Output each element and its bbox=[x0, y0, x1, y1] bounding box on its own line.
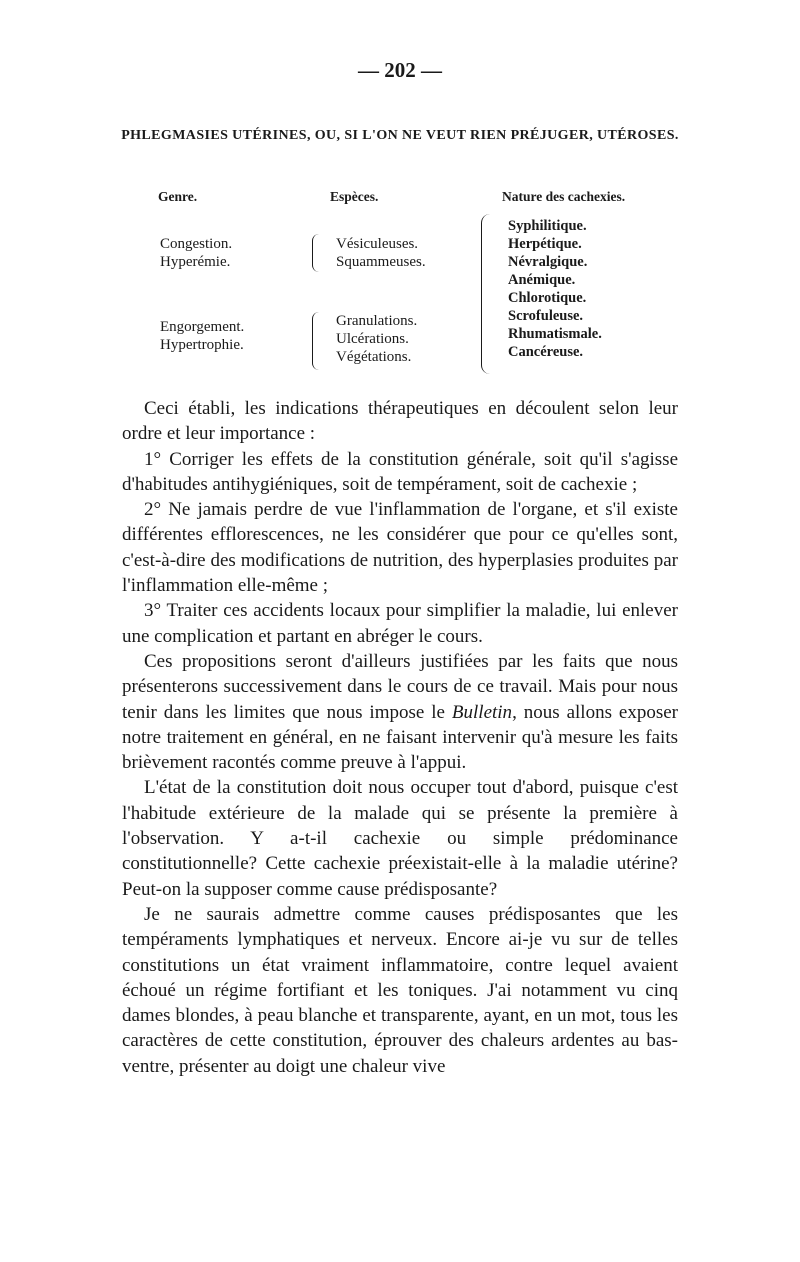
bulletin-title: Bulletin bbox=[451, 701, 513, 723]
header-nature: Nature des cachexies. bbox=[502, 189, 626, 204]
brace-nature bbox=[481, 214, 490, 374]
paragraph: L'état de la constitution doit nous occuper tout d'abord, puisque c'est l'habitude extérieure de la malade qui se présente la première à l'observation. Y a-t-il cachexie ou simple prédominance constitutionnelle? Cette cachexie préexistait-elle à la maladie utérine? Peut-on la supposer comme cause prédisposante? bbox=[122, 777, 678, 900]
nature-item: Anémique. bbox=[508, 272, 576, 288]
nature-item: Herpétique. bbox=[508, 236, 582, 252]
page-number: — 202 — bbox=[358, 58, 442, 82]
header-genre: Genre. bbox=[158, 189, 198, 204]
nature-item: Scrofuleuse. bbox=[508, 308, 584, 324]
header-especes: Espèces. bbox=[330, 189, 379, 204]
brace-especes-2 bbox=[312, 312, 319, 370]
nature-list bbox=[508, 217, 602, 361]
nature-item: Névralgique. bbox=[508, 254, 588, 270]
nature-item: Rhumatismale. bbox=[508, 326, 602, 342]
paragraph: Je ne saurais admettre comme causes prédisposantes que les tempéraments lymphatiques et nerveux. Encore ai-je vu sur de telles constitutions un état vraiment inflammatoire, contre lequel avaient échoué un régime fortifiant et les toniques. J'ai notamment vu cinq dames blondes, à peau blanche et transparente, ayant, en un mot, tous les caractères de cette constitution, éprouver des chaleurs ardentes au bas-ventre, présenter au doigt une chaleur vive bbox=[122, 903, 678, 1077]
paragraph: Ceci établi, les indications thérapeutiques en découlent selon leur ordre et leur importance : bbox=[122, 398, 678, 445]
paragraph bbox=[122, 649, 678, 775]
brace-especes-1 bbox=[312, 234, 319, 272]
paragraph-text: Ces propositions seront d'ailleurs justifiées par les faits que nous présenterons successivement dans le cours de ce travail. Mais pour nous tenir dans les limites que nous impose le bbox=[122, 650, 678, 723]
paragraph: 1° Corriger les effets de la constitution générale, soit qu'il s'agisse d'habitudes antihygiéniques, soit de tempérament, soit de cachexie ; bbox=[122, 448, 678, 495]
especes-item: Vésiculeuses. bbox=[336, 236, 419, 252]
body-text bbox=[122, 396, 678, 1079]
especes-item: Végétations. bbox=[336, 349, 412, 365]
genre-item: Hyperémie. bbox=[160, 254, 231, 270]
nature-item: Syphilitique. bbox=[508, 218, 587, 234]
nature-item: Cancéreuse. bbox=[508, 344, 584, 360]
especes-item: Ulcérations. bbox=[336, 331, 409, 347]
especes-item: Granulations. bbox=[336, 313, 418, 329]
genre-item: Hypertrophie. bbox=[160, 337, 244, 353]
genre-item: Congestion. bbox=[160, 236, 233, 252]
genre-group-2 bbox=[160, 318, 244, 354]
paragraph: 3° Traiter ces accidents locaux pour simplifier la maladie, lui enlever une complication et partant en abréger le cours. bbox=[122, 600, 678, 647]
paragraph-text: , nous allons exposer notre traitement en général, en ne faisant intervenir qu'à mesure les faits brièvement racontés comme preuve à l'appui. bbox=[122, 701, 678, 774]
especes-group-1 bbox=[336, 235, 426, 271]
genre-group-1 bbox=[160, 235, 232, 271]
genre-item: Engorgement. bbox=[160, 319, 245, 335]
especes-item: Squammeuses. bbox=[336, 254, 426, 270]
nature-item: Chlorotique. bbox=[508, 290, 587, 306]
paragraph: 2° Ne jamais perdre de vue l'inflammation de l'organe, et s'il existe différentes efflorescences, ne les considérer que pour ce qu'elles sont, c'est-à-dire des modifications de nutrition, des hyperplasies produites par l'inflammation elle-même ; bbox=[122, 499, 678, 597]
table-title: PHLEGMASIES UTÉRINES, OU, SI L'ON NE VEUT RIEN PRÉJUGER, UTÉROSES. bbox=[121, 128, 679, 143]
especes-group-2 bbox=[336, 312, 417, 366]
